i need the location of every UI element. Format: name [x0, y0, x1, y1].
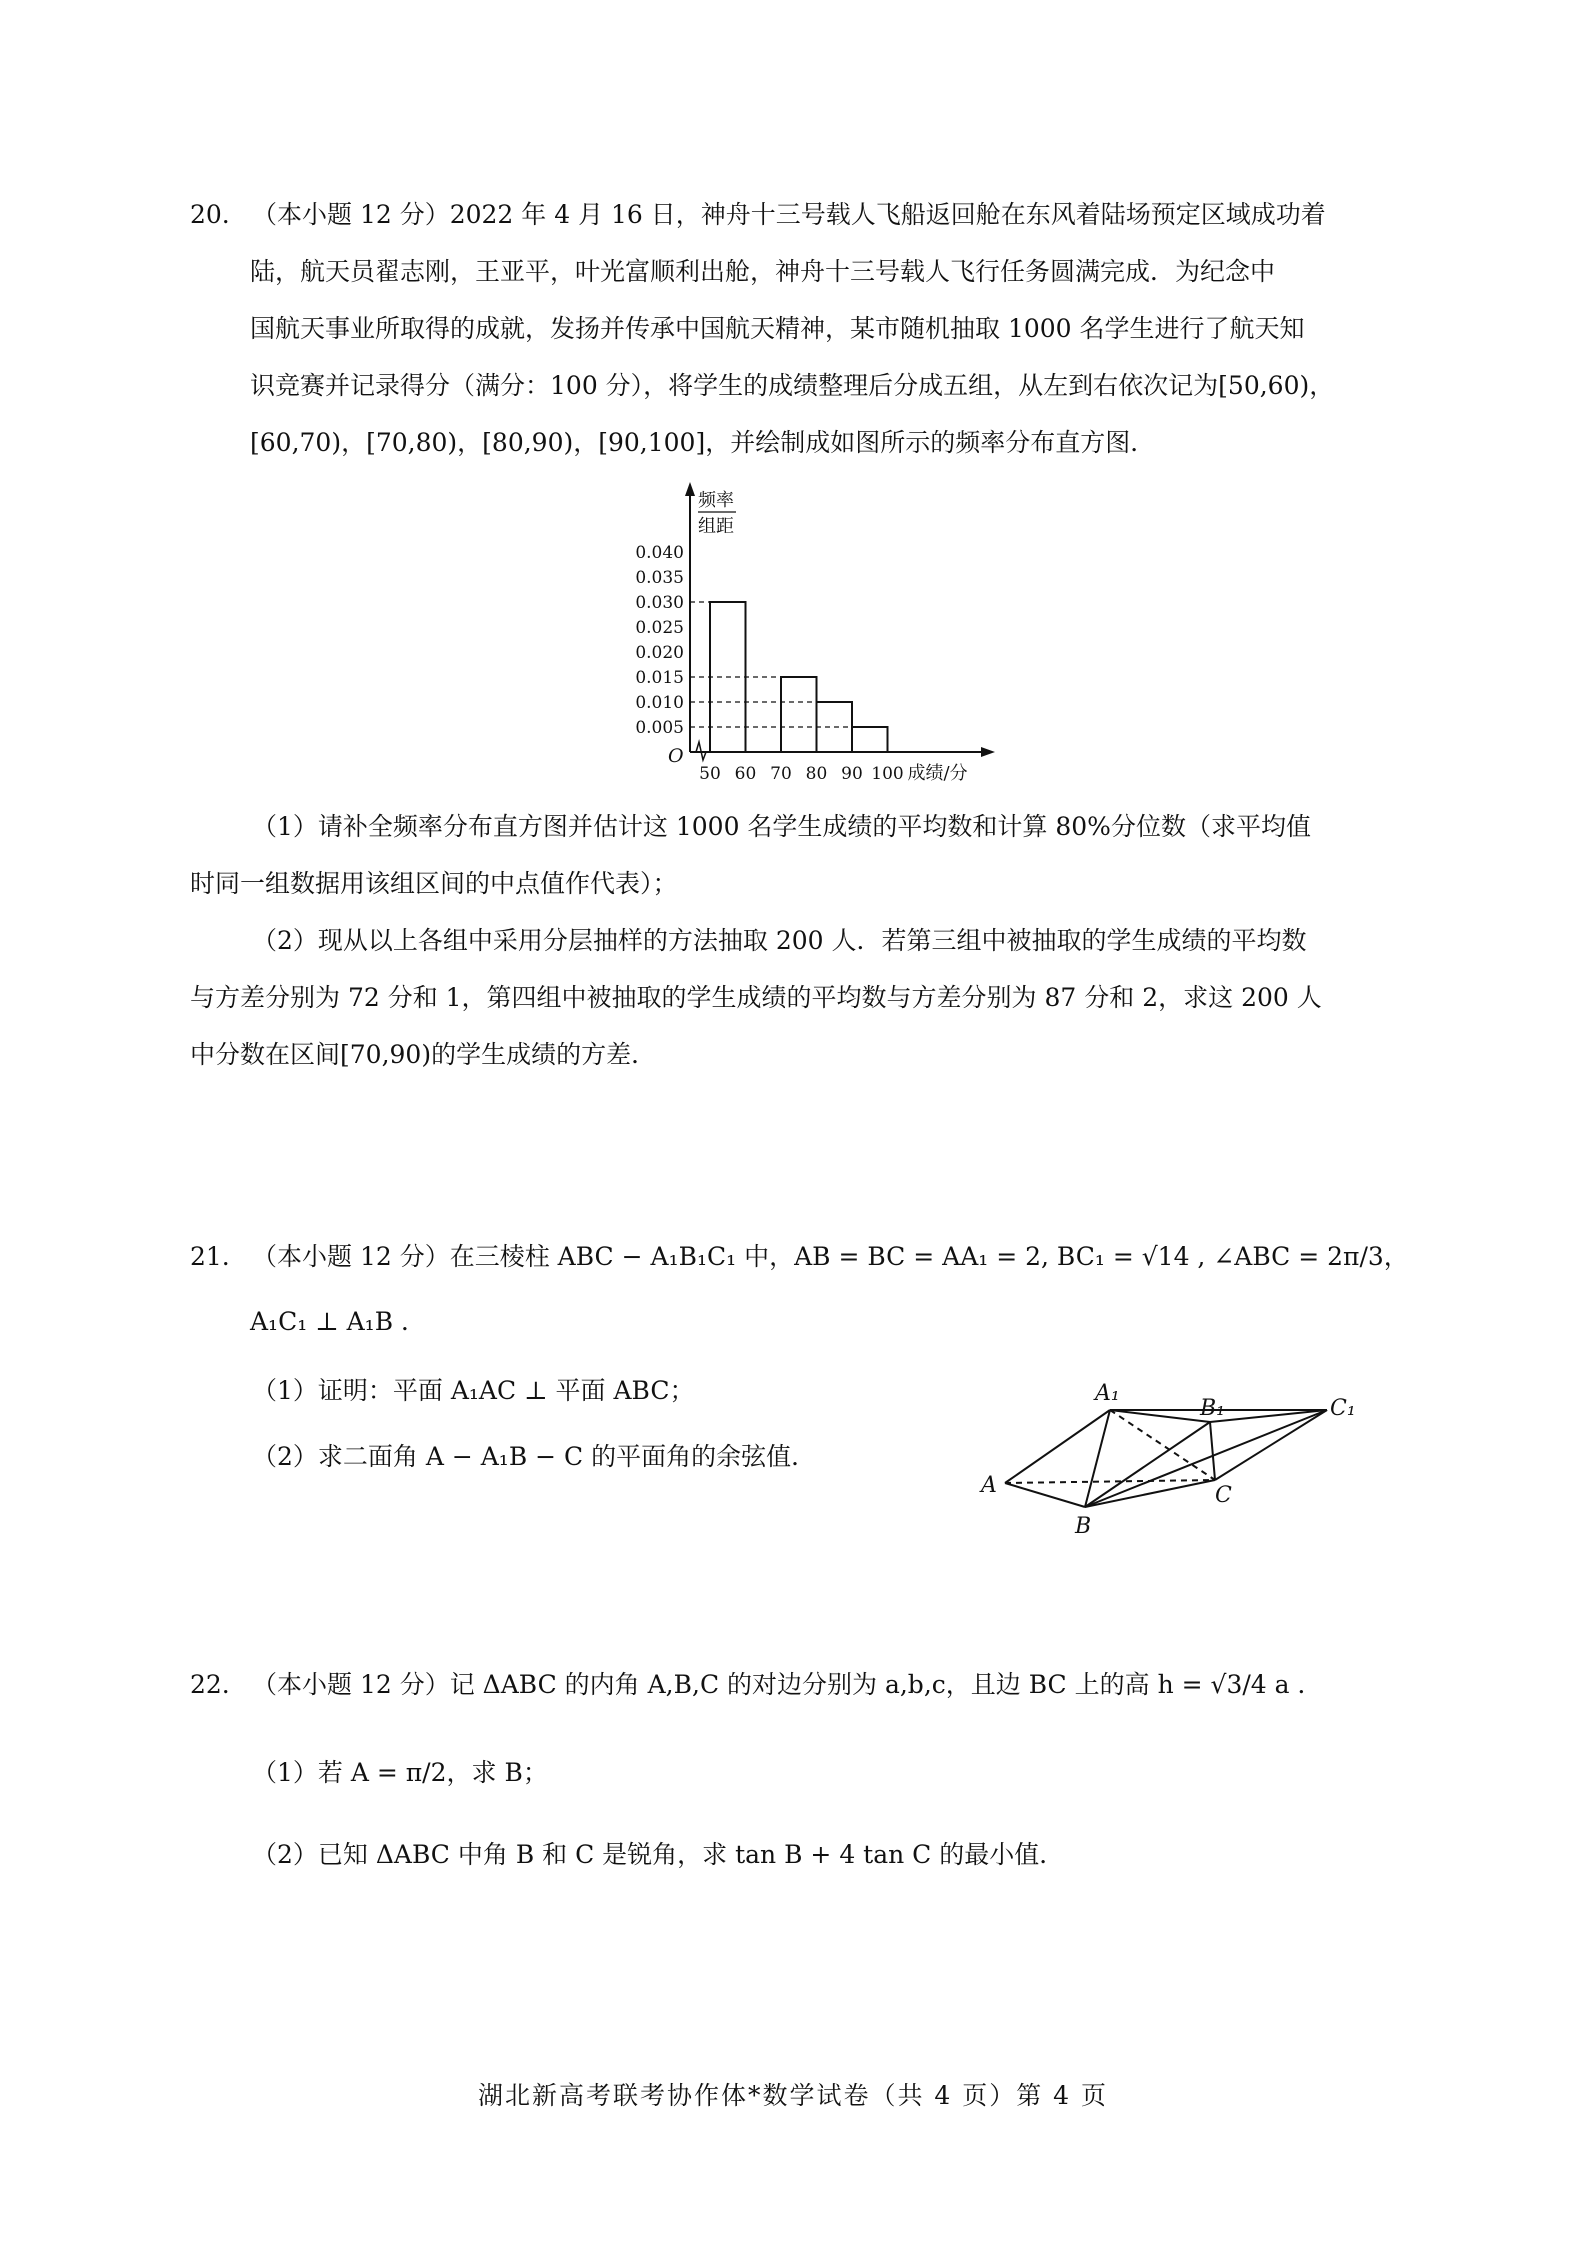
origin-label: O	[668, 745, 684, 767]
y-tick-label: 0.025	[635, 618, 684, 638]
q20-number: 20.	[190, 200, 230, 229]
histogram-bar	[781, 677, 817, 752]
y-tick-label: 0.005	[635, 718, 684, 738]
q20-line-3: 国航天事业所取得的成就，发扬并传承中国航天精神，某市随机抽取 1000 名学生进行了航天知	[250, 314, 1305, 343]
prism-figure	[975, 1370, 1375, 1550]
q20-sub1-line-1: （1）请补全频率分布直方图并估计这 1000 名学生成绩的平均数和计算 80%分位数（求平均值	[252, 812, 1311, 841]
q20-sub1-line-2: 时同一组数据用该组区间的中点值作代表）；	[190, 869, 678, 898]
q22-sub1: （1）若 A = π/2，求 B；	[252, 1758, 548, 1787]
x-tick-label: 50	[699, 764, 721, 784]
y-tick-label: 0.010	[635, 693, 684, 713]
edge-a-c-dashed	[1005, 1480, 1215, 1483]
label-a: A	[981, 1473, 997, 1498]
q21-line-2: A₁C₁ ⊥ A₁B ．	[250, 1307, 427, 1336]
y-tick-label: 0.015	[635, 668, 684, 688]
q20-sub2-line-1: （2）现从以上各组中采用分层抽样的方法抽取 200 人．若第三组中被抽取的学生成绩的平均数	[252, 926, 1307, 955]
y-label-denominator: 组距	[698, 516, 734, 537]
x-tick-label: 100	[871, 764, 904, 784]
x-axis-label: 成绩/分	[907, 763, 968, 784]
edge-a-b	[1005, 1483, 1085, 1507]
q22-sub2: （2）已知 ΔABC 中角 B 和 C 是锐角，求 tan B + 4 tan C 的最小值．	[252, 1840, 1065, 1869]
q20-line-5: [60,70)，[70,80)，[80,90)，[90,100]，并绘制成如图所示的频率分布直方图．	[250, 428, 1156, 457]
x-axis-arrow	[981, 747, 995, 757]
label-b1: B₁	[1200, 1396, 1225, 1421]
page-footer: 湖北新高考联考协作体*数学试卷（共 4 页）第 4 页	[477, 2081, 1109, 2110]
x-tick-label: 70	[770, 764, 792, 784]
label-c: C	[1215, 1483, 1232, 1508]
q22-number: 22.	[190, 1670, 230, 1699]
q21-line-1: （本小题 12 分）在三棱柱 ABC − A₁B₁C₁ 中，AB = BC = AA₁ = 2, BC₁ = √14 , ∠ABC = 2π/3，	[252, 1242, 1409, 1271]
edge-b1-c	[1210, 1422, 1215, 1480]
frequency-histogram	[580, 482, 1000, 792]
q20-line-2: 陆，航天员翟志刚，王亚平，叶光富顺利出舱，神舟十三号载人飞行任务圆满完成．为纪念中	[250, 257, 1276, 286]
q20-line-4: 识竞赛并记录得分（满分：100 分），将学生的成绩整理后分成五组，从左到右依次记为[50,60)，	[250, 371, 1335, 400]
x-tick-label: 90	[841, 764, 863, 784]
q20-sub2-line-2: 与方差分别为 72 分和 1，第四组中被抽取的学生成绩的平均数与方差分别为 87 分和 2，求这 200 人	[190, 983, 1322, 1012]
label-b: B	[1075, 1514, 1092, 1539]
histogram-bar	[852, 727, 888, 752]
label-a1: A₁	[1095, 1381, 1120, 1406]
x-tick-label: 60	[734, 764, 757, 784]
q21-number: 21.	[190, 1242, 230, 1271]
q20-line-1: （本小题 12 分）2022 年 4 月 16 日，神舟十三号载人飞船返回舱在东风着陆场预定区域成功着	[252, 200, 1326, 229]
y-tick-label: 0.040	[635, 543, 684, 563]
q20-sub2-line-3: 中分数在区间[70,90)的学生成绩的方差．	[190, 1040, 657, 1069]
y-axis-arrow	[685, 482, 695, 496]
y-tick-label: 0.035	[635, 568, 684, 588]
q21-sub2: （2）求二面角 A − A₁B − C 的平面角的余弦值．	[252, 1442, 817, 1471]
q21-sub1: （1）证明：平面 A₁AC ⊥ 平面 ABC；	[252, 1376, 695, 1405]
y-tick-label: 0.020	[635, 643, 684, 663]
x-tick-label: 80	[805, 764, 828, 784]
label-c1: C₁	[1330, 1396, 1356, 1421]
edge-a1-b1	[1110, 1410, 1210, 1422]
y-tick-label: 0.030	[635, 593, 684, 613]
q22-line-1: （本小题 12 分）记 ΔABC 的内角 A,B,C 的对边分别为 a,b,c，且边 BC 上的高 h = √3/4 a ．	[252, 1670, 1323, 1699]
y-label-numerator: 频率	[698, 490, 734, 511]
